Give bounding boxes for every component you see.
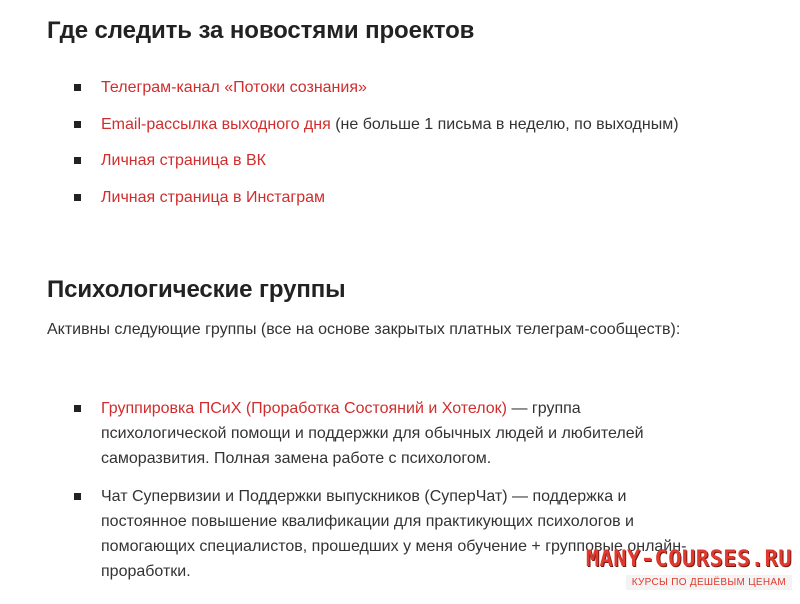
bullet-icon xyxy=(74,84,81,91)
list-item xyxy=(47,185,687,210)
list-item xyxy=(47,148,687,173)
groups-intro-text: Активны следующие группы (все на основе закрытых платных телеграм-сообществ): xyxy=(47,321,681,338)
projects-news-list xyxy=(47,75,687,222)
bullet-icon xyxy=(74,157,81,164)
vk-page-link[interactable]: Личная страница в ВК xyxy=(101,152,266,169)
list-item xyxy=(47,75,687,100)
bullet-icon xyxy=(74,493,81,500)
bullet-icon xyxy=(74,194,81,201)
psych-group-link[interactable]: Группировка ПСиХ (Проработка Состояний и Хотелок) xyxy=(101,400,508,417)
list-item xyxy=(47,396,707,471)
email-newsletter-link[interactable]: Email-рассылка выходного дня xyxy=(101,116,331,133)
watermark-title: MANY-COURSES.RU xyxy=(585,547,792,572)
list-item-description: — группа психологической помощи и поддержки для обычных людей и любителей саморазвития. Полная замена работе с психологом. xyxy=(101,400,644,467)
list-item xyxy=(47,112,687,137)
instagram-page-link[interactable]: Личная страница в Инстаграм xyxy=(101,189,325,206)
site-watermark xyxy=(586,548,792,590)
bullet-icon xyxy=(74,405,81,412)
section-heading-projects: Где следить за новостями проектов xyxy=(47,17,475,44)
watermark-subtitle: КУРСЫ ПО ДЕШЁВЫМ ЦЕНАМ xyxy=(626,575,792,590)
telegram-channel-link[interactable]: Телеграм-канал «Потоки сознания» xyxy=(101,79,367,96)
list-item-description: Чат Супервизии и Поддержки выпускников (СуперЧат) — поддержка и постоянное повышение квалификации для практикующих психологов и помогающих специалистов, прошедших у меня обучение + групповые онлайн-проработки. xyxy=(101,488,687,580)
bullet-icon xyxy=(74,121,81,128)
section-heading-groups: Психологические группы xyxy=(47,276,346,303)
list-item-note: (не больше 1 письма в неделю, по выходным) xyxy=(330,116,679,133)
